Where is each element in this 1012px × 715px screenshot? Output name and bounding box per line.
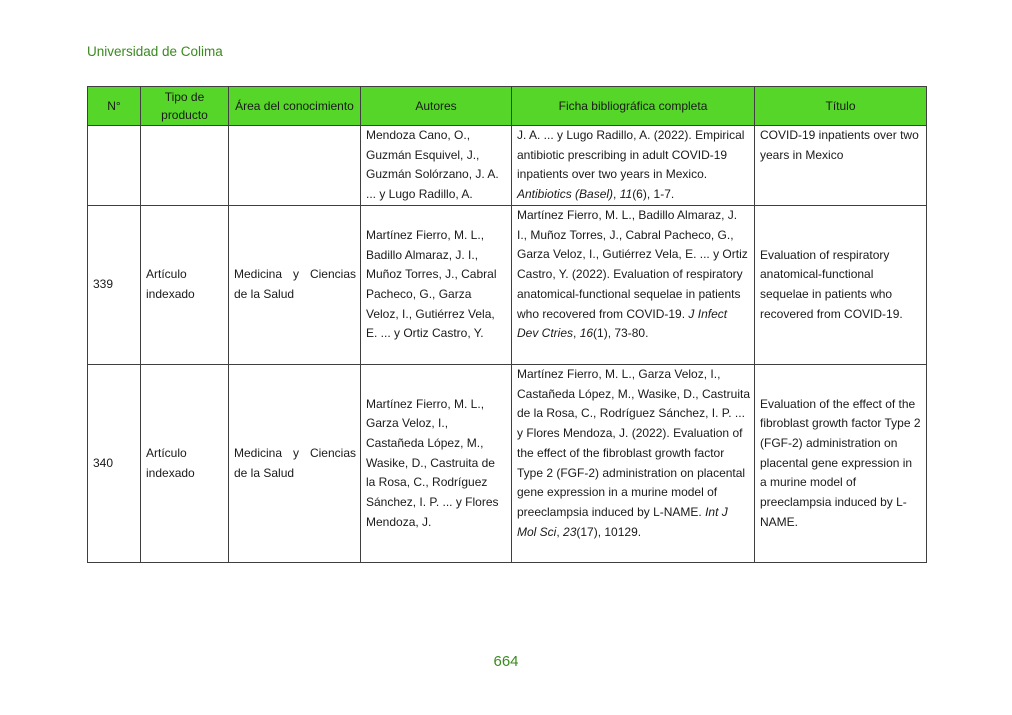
ficha-separator: , — [556, 524, 564, 539]
table-row — [88, 126, 927, 206]
ficha-text: J. A. ... y Lugo Radillo, A. (2022). Empirical antibiotic prescribing in adult COVID-19 inpatients over two years in Mexico. — [517, 128, 745, 182]
ficha-volume: 23 — [563, 524, 577, 539]
ficha-text: Martínez Fierro, M. L., Garza Veloz, I., Castañeda López, M., Wasike, D., Castruita de la Rosa, C., Rodríguez Sánchez, I. P. ... y Flores Mendoza, J. (2022). Evaluation of the effect of the fibroblast growth factor Type 2 (FGF-2) administration on placental gene expression in a murine model of preeclampsia induced by L-NAME. — [517, 367, 750, 519]
institution-header: Universidad de Colima — [87, 44, 223, 59]
cell-num: 340 — [88, 365, 141, 563]
column-header-num: N° — [88, 87, 141, 126]
cell-tipo: Artículo indexado — [141, 365, 229, 563]
cell-autores: Mendoza Cano, O., Guzmán Esquivel, J., Guzmán Solórzano, J. A. ... y Lugo Radillo, A. — [361, 126, 512, 206]
cell-titulo: Evaluation of the effect of the fibroblast growth factor Type 2 (FGF-2) administration on placental gene expression in a murine model of preeclampsia induced by L-NAME. — [755, 365, 927, 563]
bibliography-table — [87, 86, 927, 563]
cell-area: Medicina y Ciencias de la Salud — [229, 365, 361, 563]
column-header-ficha: Ficha bibliográfica completa — [512, 87, 755, 126]
column-header-tipo: Tipo de producto — [141, 87, 229, 126]
cell-ficha — [512, 365, 755, 563]
cell-area: Medicina y Ciencias de la Salud — [229, 206, 361, 365]
cell-num: 339 — [88, 206, 141, 365]
cell-ficha — [512, 126, 755, 206]
cell-area — [229, 126, 361, 206]
ficha-journal: Int J Mol Sci — [517, 504, 728, 539]
ficha-pages: (1), 73-80. — [593, 326, 649, 341]
column-header-autores: Autores — [361, 87, 512, 126]
ficha-pages: (6), 1-7. — [632, 187, 675, 202]
ficha-separator: , — [573, 326, 580, 341]
ficha-volume: 16 — [579, 326, 594, 341]
ficha-volume: 11 — [619, 187, 633, 202]
ficha-journal: Antibiotics (Basel) — [517, 187, 614, 202]
ficha-journal: J Infect Dev Ctries — [517, 306, 728, 341]
cell-ficha — [512, 206, 755, 365]
table-row — [88, 365, 927, 563]
cell-autores: Martínez Fierro, M. L., Badillo Almaraz, J. I., Muñoz Torres, J., Cabral Pacheco, G., Garza Veloz, I., Gutiérrez Vela, E. ... y Ortiz Castro, Y. — [361, 206, 512, 365]
cell-tipo: Artículo indexado — [141, 206, 229, 365]
cell-titulo: Evaluation of respiratory anatomical-functional sequelae in patients who recovered from COVID-19. — [755, 206, 927, 365]
ficha-separator: , — [613, 187, 620, 202]
ficha-pages: (17), 10129. — [576, 524, 642, 539]
table-header-row — [88, 87, 927, 126]
page-number: 664 — [493, 653, 519, 670]
cell-autores: Martínez Fierro, M. L., Garza Veloz, I., Castañeda López, M., Wasike, D., Castruita de la Rosa, C., Rodríguez Sánchez, I. P. ... y Flores Mendoza, J. — [361, 365, 512, 563]
column-header-area: Área del conocimiento — [229, 87, 361, 126]
cell-num — [88, 126, 141, 206]
table-row — [88, 206, 927, 365]
ficha-text: Martínez Fierro, M. L., Badillo Almaraz, J. I., Muñoz Torres, J., Cabral Pacheco, G., Garza Veloz, I., Gutiérrez Vela, E. ... y Ortiz Castro, Y. (2022). Evaluation of respiratory anatomical-functional sequelae in patients who recovered from COVID-19. — [517, 208, 748, 321]
cell-titulo: COVID-19 inpatients over two years in Mexico — [755, 126, 927, 206]
column-header-titulo: Título — [755, 87, 927, 126]
cell-tipo — [141, 126, 229, 206]
